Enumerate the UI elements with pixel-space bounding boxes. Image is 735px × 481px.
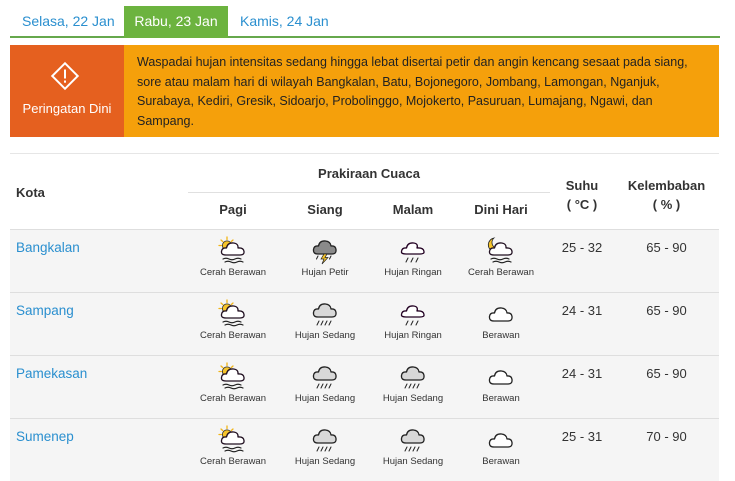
forecast-cell-malam [368, 423, 458, 479]
header-temperature-label: Suhu [565, 178, 599, 193]
header-period-siang: Siang [307, 202, 343, 217]
light-rain-icon [397, 234, 429, 266]
city-link[interactable]: Pamekasan [16, 366, 88, 381]
moderate-rain-icon [309, 360, 341, 392]
header-forecast: Prakiraan Cuaca [318, 166, 420, 181]
forecast-cell-pagi [188, 297, 278, 353]
forecast-cell-pagi [188, 360, 278, 416]
table-row [10, 229, 719, 292]
header-city: Kota [16, 185, 45, 200]
cloudy-icon [485, 360, 517, 392]
forecast-cell-siang [280, 423, 370, 479]
forecast-label: Cerah Berawan [199, 267, 266, 278]
light-rain-icon [397, 297, 429, 329]
city-link[interactable]: Sampang [16, 303, 74, 318]
moderate-rain-icon [309, 423, 341, 455]
forecast-label: Cerah Berawan [199, 456, 266, 467]
forecast-cell-pagi [188, 423, 278, 479]
thunderstorm-icon [309, 234, 341, 266]
partly-cloudy-haze-icon [217, 234, 249, 266]
header-period-pagi: Pagi [219, 202, 247, 217]
header-humidity-label: Kelembaban [627, 178, 706, 193]
forecast-cell-dini-hari [456, 423, 546, 479]
forecast-cell-dini-hari [456, 360, 546, 416]
partly-cloudy-haze-icon [217, 360, 249, 392]
forecast-cell-malam [368, 234, 458, 290]
date-tabs [10, 0, 720, 38]
forecast-cell-dini-hari [456, 297, 546, 353]
forecast-label: Hujan Sedang [294, 456, 356, 467]
table-body [10, 229, 719, 481]
table-row [10, 418, 719, 481]
forecast-label: Hujan Sedang [294, 330, 356, 341]
tab-rabu-active[interactable]: Rabu, 23 Jan [124, 6, 228, 38]
temperature-value: 25 - 32 [561, 240, 603, 255]
moderate-rain-icon [397, 360, 429, 392]
header-humidity-unit: ( % ) [652, 197, 681, 212]
humidity-value: 65 - 90 [646, 303, 687, 318]
warning-title: Peringatan Dini [22, 101, 112, 116]
early-warning-banner [10, 45, 719, 137]
table-row [10, 292, 719, 355]
header-temperature-unit: ( °C ) [566, 197, 598, 212]
forecast-label: Berawan [482, 393, 520, 404]
partly-cloudy-haze-icon [217, 423, 249, 455]
forecast-cell-siang [280, 360, 370, 416]
moderate-rain-icon [397, 423, 429, 455]
forecast-cell-siang [280, 234, 370, 290]
city-link[interactable]: Bangkalan [16, 240, 80, 255]
forecast-label: Hujan Sedang [382, 456, 444, 467]
warning-label-box [10, 45, 124, 137]
warning-diamond-icon [50, 61, 80, 91]
table-header [10, 153, 719, 229]
forecast-label: Hujan Sedang [382, 393, 444, 404]
cloudy-icon [485, 423, 517, 455]
forecast-cell-siang [280, 297, 370, 353]
forecast-label: Cerah Berawan [199, 393, 266, 404]
city-link[interactable]: Sumenep [16, 429, 74, 444]
partly-cloudy-haze-icon [217, 297, 249, 329]
header-period-malam: Malam [392, 202, 434, 217]
forecast-label: Hujan Ringan [384, 330, 442, 341]
forecast-label: Cerah Berawan [467, 267, 534, 278]
header-divider [188, 192, 550, 193]
warning-text: Waspadai hujan intensitas sedang hingga lebat disertai petir dan angin kencang sesaat pada siang, sore atau malam hari di wilayah Bangkalan, Batu, Bojonegoro, Jombang, Lamongan, Nganjuk, Surabaya, Kediri, Gresik, Sidoarjo, Probolinggo, Mojokerto, Pasuruan, Lumajang, Ngawi, dan Sampang. [137, 55, 688, 128]
humidity-value: 70 - 90 [646, 429, 687, 444]
tab-kamis[interactable]: Kamis, 24 Jan [240, 13, 329, 29]
forecast-label: Hujan Petir [301, 267, 349, 278]
cloudy-icon [485, 297, 517, 329]
forecast-cell-malam [368, 297, 458, 353]
forecast-cell-dini-hari [456, 234, 546, 290]
table-row [10, 355, 719, 418]
humidity-value: 65 - 90 [646, 366, 687, 381]
temperature-value: 24 - 31 [561, 366, 603, 381]
forecast-label: Berawan [482, 456, 520, 467]
forecast-label: Hujan Ringan [384, 267, 442, 278]
tab-selasa[interactable]: Selasa, 22 Jan [22, 13, 115, 29]
forecast-table [10, 153, 719, 481]
temperature-value: 24 - 31 [561, 303, 603, 318]
forecast-label: Hujan Sedang [294, 393, 356, 404]
temperature-value: 25 - 31 [561, 429, 603, 444]
forecast-label: Berawan [482, 330, 520, 341]
forecast-label: Cerah Berawan [199, 330, 266, 341]
forecast-cell-malam [368, 360, 458, 416]
humidity-value: 65 - 90 [646, 240, 687, 255]
moderate-rain-icon [309, 297, 341, 329]
header-temperature [550, 176, 614, 214]
header-humidity [614, 176, 719, 214]
header-period-dini-hari: Dini Hari [474, 202, 528, 217]
forecast-cell-pagi [188, 234, 278, 290]
partly-cloudy-night-haze-icon [485, 234, 517, 266]
